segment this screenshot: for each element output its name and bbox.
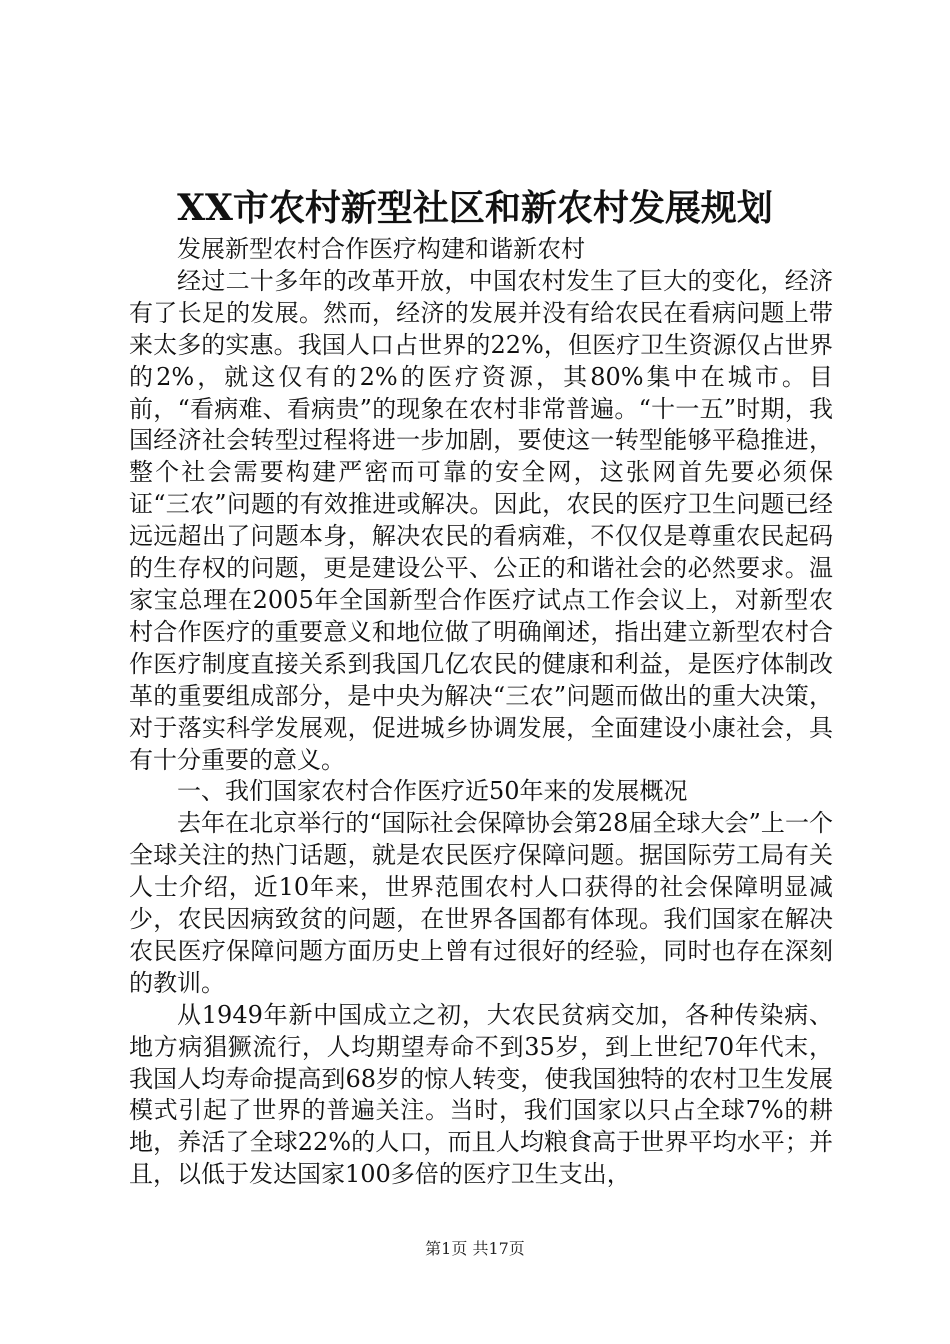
- document-title: XX市农村新型社区和新农村发展规划: [177, 187, 773, 229]
- section-heading: 一、我们国家农村合作医疗近50年来的发展概况: [177, 777, 688, 806]
- body-paragraph: 经过二十多年的改革开放，中国农村发生了巨大的变化，经济有了长足的发展。然而，经济的发展并没有给农民在看病问题上带来太多的实惠。我国人口占世界的22%，但医疗卫生资源仅占世界的2%，就这仅有的2%的医疗资源，其80%集中在城市。目前，“看病难、看病贵”的现象在农村非常普遍。“十一五”时期，我国经济社会转型过程将进一步加剧，要使这一转型能够平稳推进，整个社会需要构建严密而可靠的安全网，这张网首先要必须保证“三农”问题的有效推进或解决。因此，农民的医疗卫生问题已经远远超出了问题本身，解决农民的看病难，不仅仅是尊重农民起码的生存权的问题，更是建设公平、公正的和谐社会的必然要求。温家宝总理在2005年全国新型合作医疗试点工作会议上，对新型农村合作医疗的重要意义和地位做了明确阐述，指出建立新型农村合作医疗制度直接关系到我国几亿农民的健康和利益，是医疗体制改革的重要组成部分，是中央为解决“三农”问题而做出的重大决策，对于落实科学发展观，促进城乡协调发展，全面建设小康社会，具有十分重要的意义。: [129, 266, 833, 774]
- document-body: [129, 234, 833, 1191]
- subtitle-paragraph: 发展新型农村合作医疗构建和谐新农村: [177, 235, 585, 263]
- body-paragraph: 从1949年新中国成立之初，大农民贫病交加，各种传染病、地方病猖獗流行，人均期望寿命不到35岁，到上世纪70年代末，我国人均寿命提高到68岁的惊人转变，使我国独特的农村卫生发展模式引起了世界的普遍关注。当时，我们国家以只占全球7%的耕地，养活了全球22%的人口，而且人均粮食高于世界平均水平；并且，以低于发达国家100多倍的医疗卫生支出，: [129, 1000, 833, 1189]
- page-footer: 第1页 共17页: [425, 1239, 525, 1258]
- body-paragraph: 去年在北京举行的“国际社会保障协会第28届全球大会”上一个全球关注的热门话题，就是农民医疗保障问题。据国际劳工局有关人士介绍，近10年来，世界范围农村人口获得的社会保障明显减少，农民因病致贫的问题，在世界各国都有体现。我们国家在解决农民医疗保障问题方面历史上曾有过很好的经验，同时也存在深刻的教训。: [129, 809, 833, 997]
